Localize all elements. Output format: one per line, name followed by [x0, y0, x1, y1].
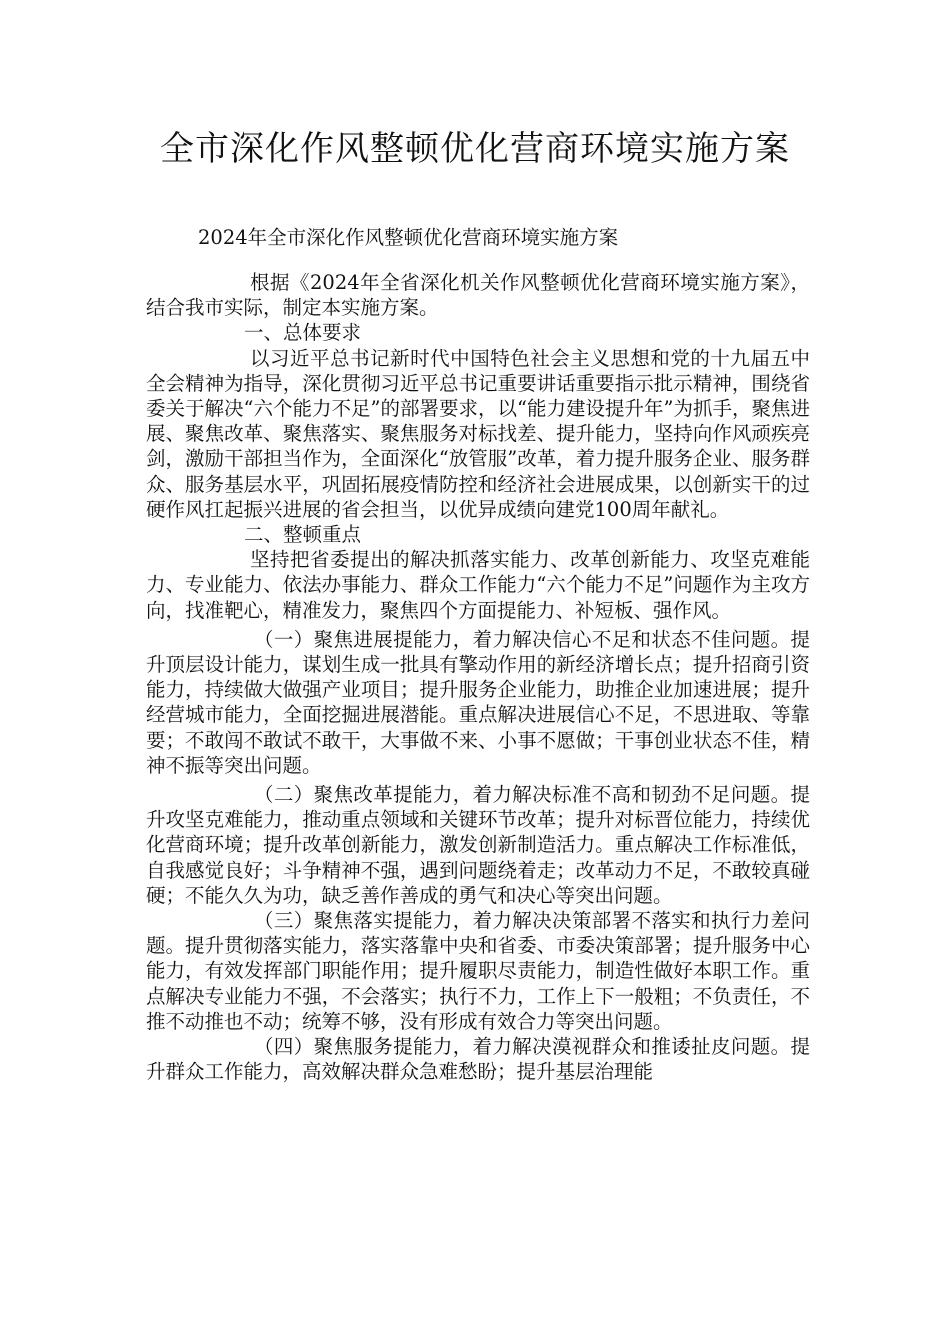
item-4-paragraph: （四）聚焦服务提能力，着力解决漠视群众和推诿扯皮问题。提升群众工作能力，高效解决群众急难愁盼；提升基层治理能	[146, 1035, 810, 1084]
document-body	[146, 270, 810, 1085]
intro-paragraph: 根据《2024年全省深化机关作风整顿优化营商环境实施方案》，结合我市实际，制定本实施方案。	[146, 271, 810, 320]
document-subtitle: 2024年全市深化作风整顿优化营商环境实施方案	[198, 226, 619, 249]
rectification-focus-paragraph: 坚持把省委提出的解决抓落实能力、改革创新能力、攻坚克难能力、专业能力、依法办事能力、群众工作能力“六个能力不足”问题作为主攻方向，找准靶心，精准发力，聚焦四个方面提能力、补短板、强作风。	[146, 548, 810, 622]
item-3-paragraph: （三）聚焦落实提能力，着力解决决策部署不落实和执行力差问题。提升贯彻落实能力，落实落靠中央和省委、市委决策部署；提升服务中心能力，有效发挥部门职能作用；提升履职尽责能力，制造性做好本职工作。重点解决专业能力不强，不会落实；执行不力，工作上下一般粗；不负责任，不推不动推也不动；统筹不够，没有形成有效合力等突出问题。	[146, 909, 810, 1033]
section-heading-overall-requirements: 一、总体要求	[244, 321, 362, 345]
document-title: 全市深化作风整顿优化营商环境实施方案	[160, 129, 790, 169]
item-1-paragraph: （一）聚焦进展提能力，着力解决信心不足和状态不佳问题。提升顶层设计能力，谋划生成一批具有擎动作用的新经济增长点；提升招商引资能力，持续做大做强产业项目；提升服务企业能力，助推企业加速进展；提升经营城市能力，全面挖掘进展潜能。重点解决进展信心不足，不思进取、等靠要；不敢闯不敢试不敢干，大事做不来、小事不愿做；干事创业状态不佳，精神不振等突出问题。	[146, 627, 810, 777]
section-heading-rectification-focus: 二、整顿重点	[244, 523, 362, 547]
item-2-paragraph: （二）聚焦改革提能力，着力解决标准不高和韧劲不足问题。提升攻坚克难能力，推动重点领域和关键环节改革；提升对标晋位能力，持续优化营商环境；提升改革创新能力，激发创新制造活力。重点解决工作标准低，自我感觉良好；斗争精神不强，遇到问题绕着走；改革动力不足，不敢较真碰硬；不能久久为功，缺乏善作善成的勇气和决心等突出问题。	[146, 783, 810, 907]
overall-requirements-paragraph: 以习近平总书记新时代中国特色社会主义思想和党的十九届五中全会精神为指导，深化贯彻习近平总书记重要讲话重要指示批示精神，围绕省委关于解决“六个能力不足”的部署要求，以“能力建设提升年”为抓手，聚焦进展、聚焦改革、聚焦落实、聚焦服务对标找差、提升能力，坚持向作风顽疾亮剑，激励干部担当作为，全面深化“放管服”改革，着力提升服务企业、服务群众、服务基层水平，巩固拓展疫情防控和经济社会进展成果，以创新实干的过硬作风扛起振兴进展的省会担当，以优异成绩向建党100周年献礼。	[146, 346, 810, 521]
